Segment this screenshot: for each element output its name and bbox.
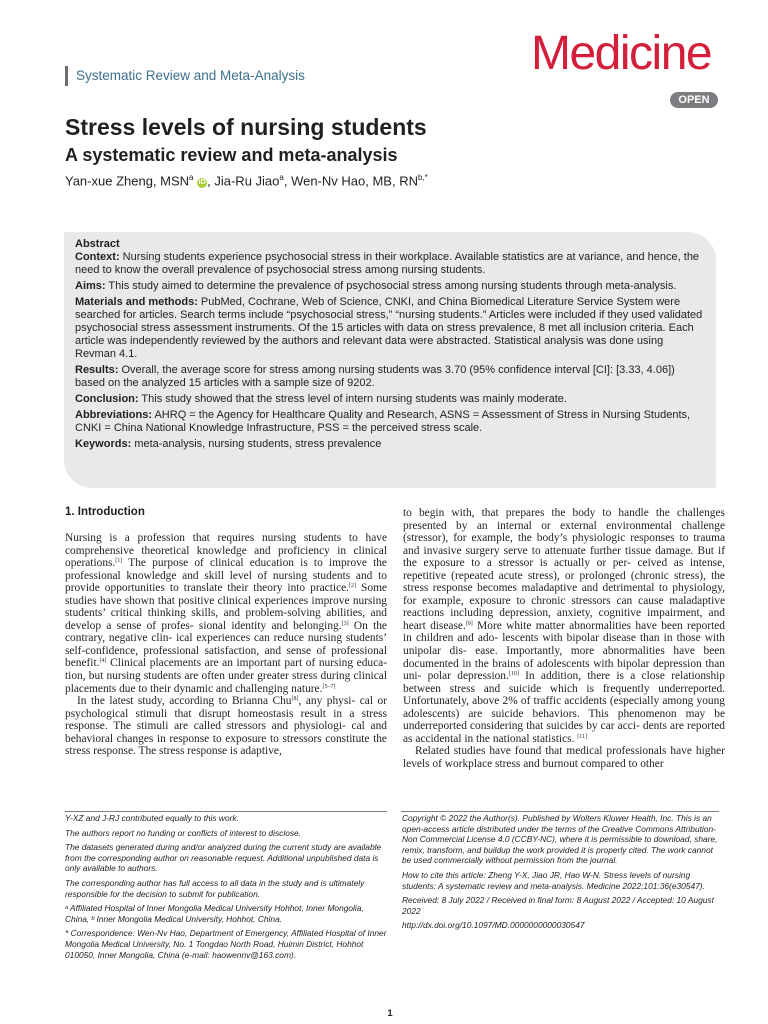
orcid-icon[interactable]: iD [198, 179, 206, 187]
affiliation-mark: b,* [417, 173, 428, 182]
footnote: The corresponding author has full access to all data in the study and is ultimately responsible for the decision to submit for publication. [65, 877, 365, 899]
citation-link[interactable]: [11] [577, 733, 588, 740]
footnotes-left [65, 813, 387, 964]
page-number: 1 [387, 1008, 393, 1019]
citation-link[interactable]: [9] [465, 620, 473, 627]
abstract-methods: Materials and methods: PubMed, Cochrane, Web of Science, CNKI, and China Biomedical Literature Service System were searched for articles. Search terms include “psychosocial stress,” “nursing students.” Articles were included if they used validated psychosocial stress assessment instruments. Of the 15 articles with data on stress prevalence, 8 met all inclusion criteria. Each article was independently reviewed by the authors and relevant data were abstracted. Statistical analysis was done using Revman 4.1. [75, 296, 703, 360]
abstract-box [64, 232, 716, 488]
citation-link[interactable]: [4] [99, 658, 107, 665]
paragraph: In the latest study, according to Brianna Chu[8], any physi- cal or psychological stimuli that disrupt homeostasis result in a stress response. The stimuli are called stressors and physiologi- cal and behavioral changes in response to exposure to stressors constitute the stress response. The stress response is adaptive, [65, 695, 387, 758]
abstract-heading: Abstract [75, 238, 120, 250]
citation-link[interactable]: [8] [291, 696, 299, 703]
dates-note: Received: 8 July 2022 / Received in final form: 8 August 2022 / Accepted: 10 August 2022 [402, 895, 714, 916]
citation-link[interactable]: [10] [508, 671, 519, 678]
article-subtitle: A systematic review and meta-analysis [65, 145, 398, 165]
citation-link[interactable]: [3] [341, 620, 349, 627]
author-name: Wen-Nv Hao, MB, RN [291, 173, 418, 189]
footnote: Y-XZ and J-RJ contributed equally to this work. [65, 813, 239, 823]
journal-logo: Medicine [531, 27, 712, 80]
footnotes-right [402, 813, 720, 935]
footnote: ᵃ Affiliated Hospital of Inner Mongolia Medical University Hohhot, Inner Mongolia, China, ᵇ Inner Mongolia Medical University, Hohhot, China. [65, 903, 364, 924]
author-list: Yan-xue Zheng, MSN$^a$ iD , Jia-Ru Jiao$^a$, Wen-Nv Hao, MB, $RN^{b,*}$ [65, 173, 428, 189]
abstract-results: Results: Overall, the average score for stress among nursing students was 3.70 (95% confidence interval [CI]: [3.33, 4.06]) based on the analyzed 15 articles with a sample size of 9202. [75, 364, 675, 389]
abstract-keywords: Keywords: meta-analysis, nursing students, stress prevalence [75, 438, 382, 450]
footnote: * Correspondence: Wen-Nv Hao, Department of Emergency, Affiliated Hospital of Inner Mongolia Medical University, No. 1 Tongdao North Road, Huimin District, Hohhot 010050, Inner Mongolia, China (e-mail: haowennv@163.com). [65, 928, 387, 960]
paragraph: to begin with, that prepares the body to handle the challenges presented by an internal or external environmental challenge (stressor), for example, the body’s physiologic responses to trauma and invasive surgery serve to attenuate further tissue damage. But if the exposure to a stressor is actually or per- ceived as intense, repetitive (repeated acute stress), or prolonged (chronic stress), the stress response becomes maladaptive and detrimental to physiology, for example, exposure to chronic stressors can cause maladaptive reactions including depression, anxiety, cognitive impairment, and heart disease.[9] More white matter abnormalities have been reported in children and ado- lescents with bipolar disease than in those with unipolar dis- ease. Importantly, more abnormalities have been documented in the brains of adolescents with bipolar depression than uni- polar depression.[10] In addition, there is a close relationship between stress and suicide which is frequently underreported. Unfortunately, above 2% of traffic accidents (especially among young adolescents) are suicide behaviors. This phenomenon may be underreported considering that suicides by car acci- dents are reported as accidental in the national statistics. [11] [403, 507, 726, 745]
author-name: Jia-Ru Jiao [214, 173, 280, 189]
affiliation-mark: a [279, 173, 284, 182]
paragraph: Nursing is a profession that requires nursing students to have comprehensive theoretical knowledge and proficiency in clinical operations.[1] The purpose of clinical education is to improve the professional knowledge and skill level of nursing students and to provide opportunities to translate their theory into practice.[2] Some studies have shown that positive clinical experiences improve nursing students’ critical thinking skills, and problem-solving abilities, and develop a sense of profes- sional identity and belonging.[3] On the contrary, negative clin- ical experiences can reduce nursing students’ self-confidence, professional satisfaction, and sense of professional benefit.[4] Clinical placements are an important part of nursing educa- tion, but nursing students are often under greater stress during clinical placements due to their dynamic and challenging nature.[5–7] [65, 532, 387, 695]
body-column-right [403, 507, 725, 770]
body-column-left [65, 505, 387, 758]
footnote-divider [65, 811, 387, 812]
article-title: Stress levels of nursing students [65, 114, 427, 140]
copyright-note: Copyright © 2022 the Author(s). Published by Wolters Kluwer Health, Inc. This is an open-access article distributed under the terms of the Creative Commons Attribution-Non Commercial License 4.0 (CCBY-NC), where it is permissible to download, share, remix, transform, and buildup the work provided it is properly cited. The work cannot be used commercially without permission from the journal. [402, 813, 718, 866]
citation-note: How to cite this article: Zheng Y-X, Jiao JR, Hao W-N. Stress levels of nursing students: A systematic review and meta-analysis. Medicine 2022;101:36(e30547). [402, 869, 705, 891]
open-access-badge: OPEN [670, 92, 718, 108]
doi-link[interactable]: http://dx.doi.org/10.1097/MD.0000000000030547 [402, 920, 585, 931]
abstract-aims: Aims: This study aimed to determine the prevalence of psychosocial stress among nursing students through meta-analysis. [75, 280, 677, 292]
citation-link[interactable]: [2] [349, 583, 357, 590]
abstract-conclusion: Conclusion: This study showed that the stress level of intern nursing students was mainly moderate. [75, 393, 567, 405]
section-heading: 1. Introduction [65, 506, 145, 518]
footnote: The datasets generated during and/or analyzed during the current study are available from the corresponding author on reasonable request. Additional unpublished data is only available to authors. [65, 842, 382, 874]
abstract-context: Context: Nursing students experience psychosocial stress in their workplace. Available statistics are at variance, and hence, the need to know the overall prevalence of psychosocial stress among nursing students. [75, 251, 700, 276]
citation-link[interactable]: [1] [115, 558, 123, 565]
affiliation-mark: a [189, 173, 194, 182]
author-name: Yan-xue Zheng, MSN [65, 173, 190, 189]
section-label: Systematic Review and Meta-Analysis [65, 66, 305, 86]
abstract-abbreviations: Abbreviations: AHRQ = the Agency for Healthcare Quality and Research, ASNS = Assessment of Stress in Nursing Students, CNKI = China National Knowledge Infrastructure, PSS = the perceived stress scale. [75, 409, 691, 434]
footnote-divider [401, 811, 719, 812]
citation-link[interactable]: [5–7] [322, 683, 336, 690]
paragraph: Related studies have found that medical professionals have higher levels of workplace stress and burnout compared to other [403, 745, 725, 770]
footnote: The authors report no funding or conflicts of interest to disclose. [65, 827, 302, 838]
